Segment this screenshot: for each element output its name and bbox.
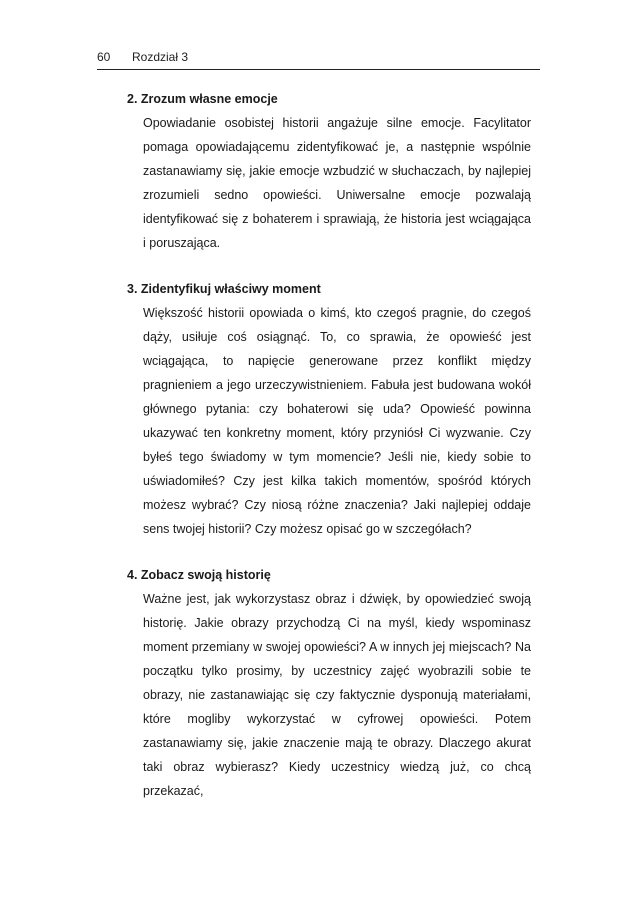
page-body xyxy=(127,87,531,824)
section-heading: 4. Zobacz swoją historię xyxy=(127,567,271,582)
chapter-title: Rozdział 3 xyxy=(132,50,189,64)
section-heading: 2. Zrozum własne emocje xyxy=(127,92,278,106)
section-heading: 3. Zidentyfikuj właściwy moment xyxy=(127,281,321,296)
section-emotions xyxy=(127,87,531,256)
section-moment xyxy=(127,277,531,542)
section-paragraph: Ważne jest, jak wykorzystasz obraz i dźwięk, by opowiedzieć swoją historię. Jakie obrazy przychodzą Ci na myśl, kiedy wspominasz moment przemiany w swojej opowieści? A w innych jej miejscach? Na początku tylko prosimy, by uczestnicy zajęć wyobrazili sobie te obrazy, nie zastanawiając się czy faktycznie dysponują materiałami, które mogliby wykorzystać w cyfrowej opowieści. Potem zastanawiamy się, jakie znaczenie mają te obrazy. Dlaczego akurat taki obraz wybierasz? Kiedy uczestnicy wiedzą już, co chcą przekazać, xyxy=(143,591,531,799)
section-paragraph: Większość historii opowiada o kimś, kto czegoś pragnie, do czegoś dąży, usiłuje coś osiągnąć. To, co sprawia, że opowieść jest wciągająca, to napięcie generowane przez konflikt między pragnieniem a jego urzeczywistnieniem. Fabuła jest budowana wokół głównego pytania: czy bohaterowi się uda? Opowieść powinna ukazywać ten konkretny moment, który przyniósł Ci wyzwanie. Czy byłeś tego świadomy w tym momencie? Jeśli nie, kiedy sobie to uświadomiłeś? Czy jest kilka takich momentów, spośród których możesz wybrać? Czy niosą różne znaczenia? Jaki najlepiej oddaje sens twojej historii? Czy możesz opisać go w szczegółach? xyxy=(143,305,531,537)
header-rule xyxy=(97,69,540,70)
running-head xyxy=(97,50,540,64)
page-number: 60 xyxy=(97,50,111,64)
section-paragraph: Opowiadanie osobistej historii angażuje silne emocje. Facylitator pomaga opowiadającemu zidentyfikować je, a następnie wspólnie zastanawiamy się, jakie emocje wzbudzić w słuchaczach, by najlepiej zrozumieli sedno opowieści. Uniwersalne emocje pozwalają identyfikować się z bohaterem i sprawiają, że historia jest wciągająca i poruszająca. xyxy=(143,116,531,251)
section-see-story xyxy=(127,563,531,804)
